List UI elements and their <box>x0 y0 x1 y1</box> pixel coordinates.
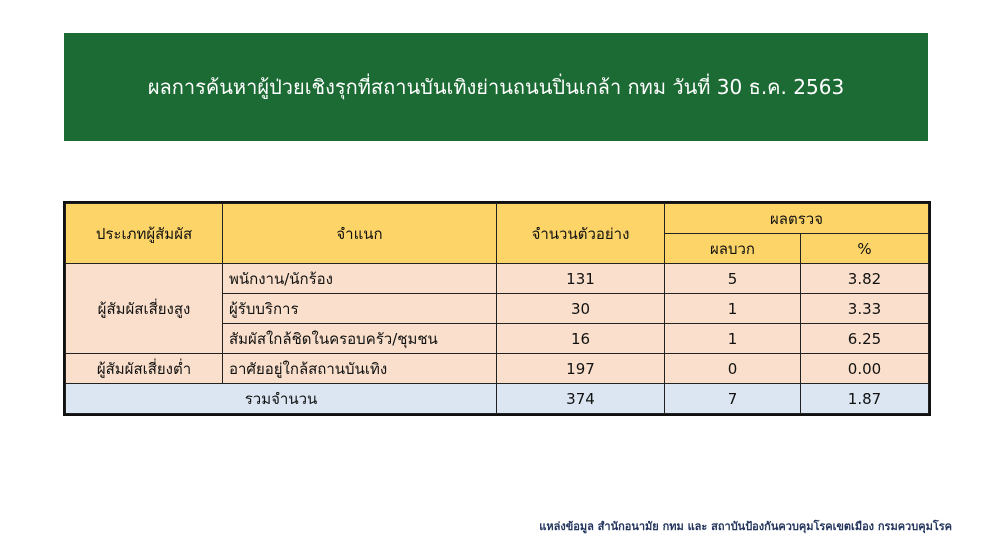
percent-cell: 6.25 <box>801 324 929 354</box>
header-type: ประเภทผู้สัมผัส <box>66 204 223 264</box>
classify-cell: ผู้รับบริการ <box>223 294 497 324</box>
positive-cell: 1 <box>665 294 801 324</box>
header-results: ผลตรวจ <box>665 204 929 234</box>
title-banner <box>64 33 928 141</box>
percent-cell: 3.82 <box>801 264 929 294</box>
classify-cell: อาศัยอยู่ใกล้สถานบันเทิง <box>223 354 497 384</box>
samples-cell: 197 <box>497 354 665 384</box>
header-samples: จำนวนตัวอย่าง <box>497 204 665 264</box>
positive-cell: 5 <box>665 264 801 294</box>
group-cell: ผู้สัมผัสเสี่ยงสูง <box>66 264 223 354</box>
classify-cell: สัมผัสใกล้ชิดในครอบครัว/ชุมชน <box>223 324 497 354</box>
samples-cell: 30 <box>497 294 665 324</box>
percent-cell: 3.33 <box>801 294 929 324</box>
header-classify: จำแนก <box>223 204 497 264</box>
table-row <box>66 264 929 294</box>
percent-cell: 0.00 <box>801 354 929 384</box>
results-table <box>65 203 929 414</box>
total-samples: 374 <box>497 384 665 414</box>
source-note: แหล่งข้อมูล สำนักอนามัย กทม และ สถาบันป้องกันควบคุมโรคเขตเมือง กรมควบคุมโรค <box>539 520 952 533</box>
page-title: ผลการค้นหาผู้ป่วยเชิงรุกที่สถานบันเทิงย่านถนนปิ่นเกล้า กทม วันที่ 30 ธ.ค. 2563 <box>147 75 845 99</box>
header-percent: % <box>801 234 929 264</box>
total-positive: 7 <box>665 384 801 414</box>
table-row <box>66 354 929 384</box>
samples-cell: 16 <box>497 324 665 354</box>
total-percent: 1.87 <box>801 384 929 414</box>
total-label: รวมจำนวน <box>66 384 497 414</box>
positive-cell: 0 <box>665 354 801 384</box>
group-cell: ผู้สัมผัสเสี่ยงต่ำ <box>66 354 223 384</box>
header-positive: ผลบวก <box>665 234 801 264</box>
total-row <box>66 384 929 414</box>
classify-cell: พนักงาน/นักร้อง <box>223 264 497 294</box>
positive-cell: 1 <box>665 324 801 354</box>
header-row <box>66 204 929 234</box>
samples-cell: 131 <box>497 264 665 294</box>
